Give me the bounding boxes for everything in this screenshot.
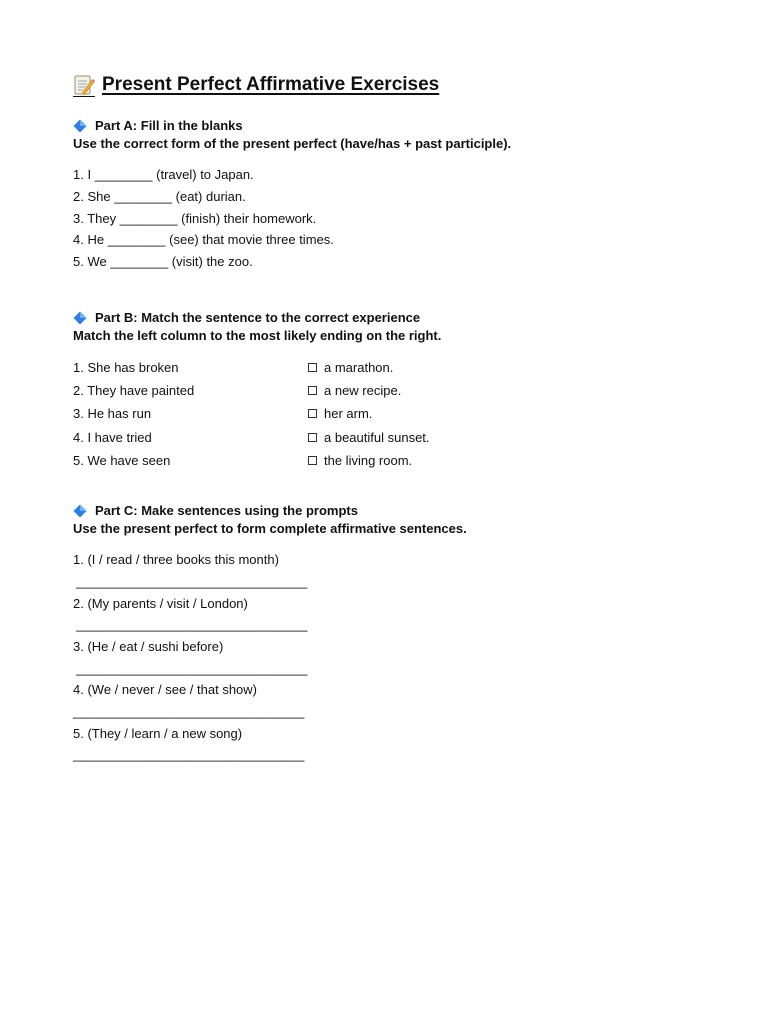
prompt: 1. (I / read / three books this month) [73, 552, 279, 568]
page-title [73, 72, 713, 98]
match-row [73, 379, 713, 402]
checkbox[interactable] [308, 409, 317, 418]
part-a-heading-text: Part A: Fill in the blanks [95, 118, 243, 133]
match-left-item: 2. They have painted [73, 383, 195, 399]
match-row [73, 402, 713, 425]
match-row [73, 426, 713, 449]
part-a-heading [73, 117, 713, 135]
match-row [73, 356, 713, 379]
match-right-text: the living room. [324, 452, 413, 468]
page-title-text: Present Perfect Affirmative Exercises [102, 74, 440, 95]
prompt: 5. (They / learn / a new song) [73, 725, 243, 741]
memo-icon [73, 74, 95, 97]
match-row [73, 449, 713, 472]
answer-line[interactable]: ________________________________ [76, 617, 308, 633]
part-b-match-table [73, 356, 713, 472]
part-c-heading-text: Part C: Make sentences using the prompts [95, 503, 358, 519]
part-b-heading [73, 309, 713, 327]
match-right-text: a new recipe. [324, 383, 402, 399]
match-left-item: 5. We have seen [73, 452, 171, 468]
list-item: 4. He ________ (see) that movie three times. [73, 232, 334, 248]
part-a-list [73, 164, 713, 273]
answer-line[interactable]: ________________________________ [76, 660, 308, 676]
part-c-list [73, 549, 713, 766]
match-right-item [307, 356, 393, 379]
match-right-text: a beautiful sunset. [324, 429, 430, 445]
prompt: 4. (We / never / see / that show) [73, 682, 258, 698]
list-item: 2. She ________ (eat) durian. [73, 188, 246, 204]
part-a-instruction: Use the correct form of the present perfect (have/has + past participle). [73, 136, 512, 151]
checkbox[interactable] [308, 363, 317, 372]
blue-diamond-icon [73, 504, 87, 518]
match-right-item [307, 426, 430, 449]
match-right-item [307, 449, 412, 472]
part-b-instruction: Match the left column to the most likely ending on the right. [73, 327, 442, 343]
match-left-item: 1. She has broken [73, 359, 179, 375]
checkbox[interactable] [308, 386, 317, 395]
checkbox[interactable] [308, 433, 317, 442]
answer-line[interactable]: ________________________________ [73, 747, 305, 763]
part-b-heading-text: Part B: Match the sentence to the correct experience [95, 309, 421, 325]
list-item: 3. They ________ (finish) their homework. [73, 210, 317, 226]
blue-diamond-icon [73, 311, 87, 325]
match-right-text: a marathon. [324, 359, 394, 375]
match-right-item [307, 379, 401, 402]
match-left-item: 4. I have tried [73, 429, 152, 445]
part-c-instruction: Use the present perfect to form complete affirmative sentences. [73, 521, 467, 537]
list-item: 1. I ________ (travel) to Japan. [73, 167, 254, 182]
worksheet [73, 72, 713, 766]
part-c-heading [73, 502, 713, 520]
checkbox[interactable] [308, 456, 317, 465]
blue-diamond-icon [73, 119, 87, 133]
prompt: 3. (He / eat / sushi before) [73, 638, 224, 654]
match-right-item [307, 402, 372, 425]
answer-line[interactable]: ________________________________ [73, 704, 305, 720]
list-item: 5. We ________ (visit) the zoo. [73, 254, 253, 269]
prompt: 2. (My parents / visit / London) [73, 595, 248, 611]
answer-line[interactable]: ________________________________ [76, 573, 308, 589]
match-right-text: her arm. [324, 406, 373, 422]
match-left-item: 3. He has run [73, 406, 152, 422]
